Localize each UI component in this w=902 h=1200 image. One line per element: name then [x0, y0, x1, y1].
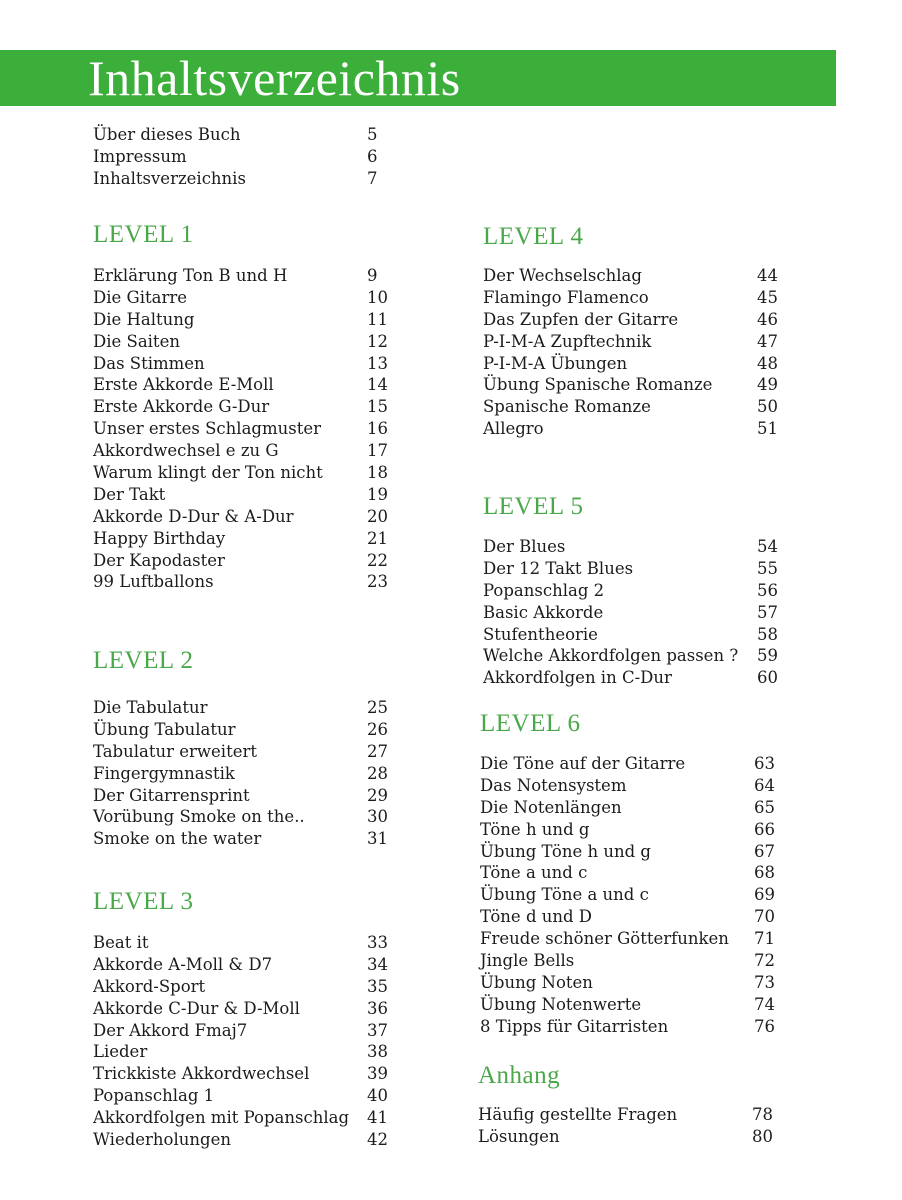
toc-entry-label: Übung Tabulatur	[93, 719, 236, 739]
toc-entry-label: Der 12 Takt Blues	[483, 558, 634, 578]
toc-entry-label: Spanische Romanze	[483, 397, 651, 417]
toc-entry-label: Häufig gestellte Fragen	[478, 1105, 678, 1124]
toc-entry-page: 34	[367, 954, 388, 974]
toc-entry-label: 8 Tipps für Gitarristen	[480, 1016, 669, 1036]
toc-entry-label: Akkordfolgen mit Popanschlag	[93, 1108, 350, 1128]
title-banner	[0, 50, 836, 106]
toc-entry-label: Die Haltung	[93, 309, 195, 329]
toc-entry-page: 69	[754, 885, 775, 905]
section-title-level-4: LEVEL 4	[483, 223, 584, 250]
toc-entry-page: 17	[367, 441, 388, 461]
section-title-level-1: LEVEL 1	[93, 221, 194, 248]
toc-entry-label: Jingle Bells	[480, 951, 575, 971]
toc-entry-label: Über dieses Buch	[93, 125, 241, 144]
toc-entry-page: 59	[757, 646, 778, 666]
toc-entry-page: 71	[754, 929, 775, 949]
toc-entry-page: 67	[754, 841, 775, 861]
toc-entry-label: Das Notensystem	[480, 775, 627, 795]
toc-entry-page: 39	[367, 1064, 388, 1084]
toc-entry-label: Unser erstes Schlagmuster	[93, 419, 321, 439]
toc-entry-label: Übung Töne h und g	[480, 841, 651, 861]
toc-entry-page: 57	[757, 602, 778, 622]
toc-entry-page: 5	[367, 125, 378, 144]
toc-entry-label: Inhaltsverzeichnis	[93, 168, 246, 188]
toc-entry-page: 44	[757, 266, 778, 285]
toc-entry-page: 66	[754, 819, 775, 839]
toc-entry-label: Töne a und c	[480, 863, 588, 883]
toc-entry-label: Flamingo Flamenco	[483, 287, 649, 307]
toc-entry-label: Die Gitarre	[93, 287, 187, 307]
toc-entry-page: 11	[367, 309, 388, 329]
toc-entry-page: 31	[367, 829, 388, 849]
toc-entry-page: 41	[367, 1108, 388, 1128]
toc-entry-label: Freude schöner Götterfunken	[480, 929, 729, 949]
toc-entry-page: 49	[757, 375, 778, 395]
toc-entry-label: Akkordwechsel e zu G	[93, 441, 279, 461]
toc-entry-page: 36	[367, 998, 388, 1018]
section-title-level-2: LEVEL 2	[93, 647, 194, 674]
toc-entry-page: 68	[754, 863, 775, 883]
toc-entry-page: 80	[752, 1126, 773, 1146]
toc-entry-label: Die Töne auf der Gitarre	[480, 754, 686, 773]
toc-entry-page: 74	[754, 994, 775, 1014]
toc-entry-label: 99 Luftballons	[93, 572, 214, 592]
toc-entry-page: 45	[757, 287, 778, 307]
toc-entry-page: 37	[367, 1020, 388, 1040]
toc-entry-page: 60	[757, 668, 778, 688]
toc-entry-label: Das Zupfen der Gitarre	[483, 309, 679, 329]
toc-entry-page: 63	[754, 754, 775, 773]
toc-entry-label: Vorübung Smoke on the..	[93, 807, 305, 827]
toc-entry-label: Akkorde C-Dur & D-Moll	[93, 998, 300, 1018]
toc-entry-page: 64	[754, 775, 775, 795]
toc-entry-page: 38	[367, 1042, 388, 1062]
toc-entry-page: 27	[367, 741, 388, 761]
toc-entry-label: Akkordfolgen in C-Dur	[483, 668, 672, 688]
toc-entry-page: 46	[757, 309, 778, 329]
toc-entry-page: 20	[367, 506, 388, 526]
toc-entry-label: Übung Noten	[480, 972, 593, 992]
section-title-level-3: LEVEL 3	[93, 888, 194, 915]
toc-entry-label: Allegro	[483, 419, 544, 439]
toc-entry-page: 48	[757, 353, 778, 373]
toc-entry-page: 14	[367, 375, 388, 395]
toc-entry-label: Basic Akkorde	[483, 602, 604, 622]
toc-entry-page: 50	[757, 397, 778, 417]
toc-entry-page: 12	[367, 331, 388, 351]
toc-entry-page: 21	[367, 528, 388, 548]
toc-entry-label: Der Wechselschlag	[483, 266, 642, 285]
toc-entry-label: Der Blues	[483, 537, 566, 556]
toc-entry-page: 26	[367, 719, 388, 739]
toc-entry-page: 23	[367, 572, 388, 592]
toc-entry-label: Popanschlag 1	[93, 1086, 215, 1106]
toc-entry-label: Der Akkord Fmaj7	[93, 1020, 248, 1040]
toc-entry-page: 22	[367, 550, 388, 570]
toc-entry-label: Übung Töne a und c	[480, 885, 649, 905]
toc-entry-label: Der Takt	[93, 484, 166, 504]
toc-entry-page: 9	[367, 266, 378, 285]
toc-entry-label: Erklärung Ton B und H	[93, 266, 288, 285]
toc-entry-label: Die Notenlängen	[480, 797, 622, 817]
toc-entry-label: Trickkiste Akkordwechsel	[93, 1064, 310, 1084]
toc-entry-label: Impressum	[93, 146, 187, 166]
toc-entry-label: Der Kapodaster	[93, 550, 225, 570]
toc-entry-label: Warum klingt der Ton nicht	[93, 463, 323, 483]
toc-entry-label: Welche Akkordfolgen passen ?	[483, 646, 739, 666]
section-title-level-5: LEVEL 5	[483, 493, 584, 520]
toc-entry-page: 54	[757, 537, 778, 556]
toc-entry-label: Übung Spanische Romanze	[483, 375, 713, 395]
toc-entry-page: 13	[367, 353, 388, 373]
toc-entry-label: P-I-M-A Zupftechnik	[483, 331, 652, 351]
toc-entry-label: Akkord-Sport	[93, 976, 206, 996]
toc-entry-page: 25	[367, 698, 388, 717]
toc-entry-label: Smoke on the water	[93, 829, 262, 849]
toc-entry-page: 16	[367, 419, 388, 439]
toc-entry-label: Happy Birthday	[93, 528, 226, 548]
toc-entry-page: 58	[757, 624, 778, 644]
toc-entry-page: 73	[754, 972, 775, 992]
toc-entry-page: 47	[757, 331, 778, 351]
section-title-anhang: Anhang	[478, 1062, 561, 1089]
toc-entry-label: Der Gitarrensprint	[93, 785, 250, 805]
toc-entry-label: Die Saiten	[93, 331, 180, 351]
toc-entry-page: 76	[754, 1016, 775, 1036]
toc-entry-page: 7	[367, 168, 378, 188]
toc-entry-page: 33	[367, 933, 388, 952]
toc-entry-page: 65	[754, 797, 775, 817]
toc-entry-page: 29	[367, 785, 388, 805]
toc-entry-page: 72	[754, 951, 775, 971]
toc-entry-page: 42	[367, 1130, 388, 1150]
toc-entry-label: Akkorde A-Moll & D7	[93, 954, 273, 974]
toc-entry-label: Lieder	[93, 1042, 148, 1062]
toc-entry-label: Tabulatur erweitert	[93, 741, 257, 761]
toc-entry-label: Erste Akkorde E-Moll	[93, 375, 274, 395]
toc-entry-label: P-I-M-A Übungen	[483, 353, 628, 373]
toc-entry-page: 10	[367, 287, 388, 307]
toc-entry-label: Popanschlag 2	[483, 580, 605, 600]
section-title-level-6: LEVEL 6	[480, 710, 581, 737]
toc-entry-label: Erste Akkorde G-Dur	[93, 397, 270, 417]
toc-entry-page: 15	[367, 397, 388, 417]
toc-entry-page: 55	[757, 558, 778, 578]
toc-entry-label: Wiederholungen	[93, 1130, 231, 1150]
toc-entry-label: Lösungen	[478, 1126, 560, 1146]
toc-entry-page: 19	[367, 484, 388, 504]
toc-entry-page: 18	[367, 463, 388, 483]
toc-entry-page: 78	[752, 1105, 773, 1124]
toc-entry-label: Stufentheorie	[483, 624, 598, 644]
toc-entry-page: 56	[757, 580, 778, 600]
toc-entry-label: Töne h und g	[480, 819, 590, 839]
toc-entry-label: Akkorde D-Dur & A-Dur	[93, 506, 294, 526]
toc-entry-page: 28	[367, 763, 388, 783]
toc-entry-page: 70	[754, 907, 775, 927]
toc-entry-page: 6	[367, 146, 378, 166]
toc-entry-page: 51	[757, 419, 778, 439]
toc-entry-page: 30	[367, 807, 388, 827]
toc-entry-label: Beat it	[93, 933, 149, 952]
toc-entry-page: 35	[367, 976, 388, 996]
toc-entry-label: Die Tabulatur	[93, 698, 208, 717]
toc-entry-label: Das Stimmen	[93, 353, 205, 373]
toc-entry-label: Töne d und D	[480, 907, 593, 927]
toc-entry-page: 40	[367, 1086, 388, 1106]
page-title: Inhaltsverzeichnis	[88, 50, 461, 106]
toc-entry-label: Fingergymnastik	[93, 763, 235, 783]
toc-entry-label: Übung Notenwerte	[480, 994, 642, 1014]
